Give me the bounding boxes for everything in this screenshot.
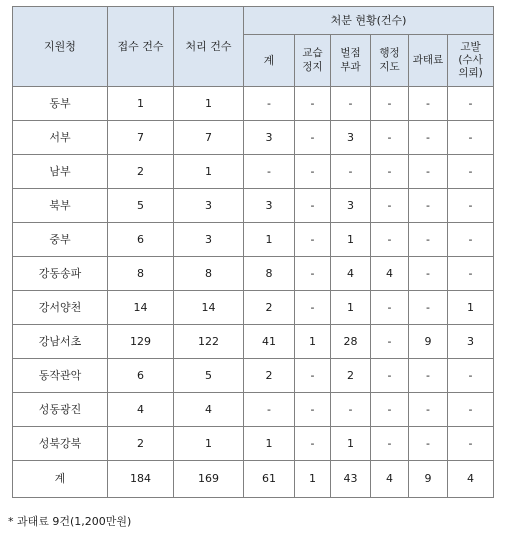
cell-complaint: - [448, 257, 494, 291]
cell-complaint: - [448, 223, 494, 257]
cell-office: 남부 [13, 155, 108, 189]
table-row [13, 427, 494, 461]
cell-suspension: 1 [295, 325, 331, 359]
cell-complaint: 4 [448, 461, 494, 498]
cell-received: 1 [108, 87, 174, 121]
cell-admin-guidance: - [371, 121, 409, 155]
table-row [13, 257, 494, 291]
cell-office: 강동송파 [13, 257, 108, 291]
cell-suspension: - [295, 189, 331, 223]
cell-suspension: - [295, 257, 331, 291]
cell-office: 강서양천 [13, 291, 108, 325]
cell-total: 3 [244, 121, 295, 155]
cell-processed: 169 [174, 461, 244, 498]
cell-received: 184 [108, 461, 174, 498]
header-suspension: 교습 정지 [295, 35, 331, 87]
cell-processed: 14 [174, 291, 244, 325]
cell-office: 동부 [13, 87, 108, 121]
cell-office: 서부 [13, 121, 108, 155]
cell-penalty-points: - [331, 393, 371, 427]
cell-processed: 7 [174, 121, 244, 155]
cell-processed: 1 [174, 87, 244, 121]
cell-total: 3 [244, 189, 295, 223]
cell-fine: - [409, 189, 448, 223]
cell-admin-guidance: - [371, 393, 409, 427]
header-penalty-points: 벌점 부과 [331, 35, 371, 87]
cell-received: 2 [108, 155, 174, 189]
table-row [13, 223, 494, 257]
cell-penalty-points: 28 [331, 325, 371, 359]
cell-complaint: 1 [448, 291, 494, 325]
footnote: * 과태료 9건(1,200만원) [8, 515, 132, 528]
cell-admin-guidance: - [371, 223, 409, 257]
cell-office: 성동광진 [13, 393, 108, 427]
cell-office: 성북강북 [13, 427, 108, 461]
cell-suspension: - [295, 121, 331, 155]
cell-penalty-points: 3 [331, 121, 371, 155]
table-row [13, 359, 494, 393]
cell-office: 중부 [13, 223, 108, 257]
cell-processed: 4 [174, 393, 244, 427]
cell-total: - [244, 87, 295, 121]
cell-fine: 9 [409, 325, 448, 359]
cell-admin-guidance: - [371, 291, 409, 325]
cell-admin-guidance: - [371, 359, 409, 393]
cell-total: 61 [244, 461, 295, 498]
cell-admin-guidance: - [371, 325, 409, 359]
header-total: 계 [244, 35, 295, 87]
cell-admin-guidance: - [371, 87, 409, 121]
cell-office: 계 [13, 461, 108, 498]
cell-received: 6 [108, 223, 174, 257]
cell-suspension: - [295, 87, 331, 121]
cell-admin-guidance: - [371, 155, 409, 189]
cell-admin-guidance: 4 [371, 257, 409, 291]
header-fine: 과태료 [409, 35, 448, 87]
cell-received: 5 [108, 189, 174, 223]
cell-suspension: - [295, 393, 331, 427]
cell-total: 2 [244, 291, 295, 325]
cell-penalty-points: - [331, 155, 371, 189]
cell-fine: - [409, 257, 448, 291]
cell-processed: 3 [174, 189, 244, 223]
header-disposition-group: 처분 현황(건수) [244, 7, 494, 35]
cell-fine: - [409, 155, 448, 189]
disposition-status-table [12, 6, 494, 498]
cell-complaint: - [448, 393, 494, 427]
table-row [13, 393, 494, 427]
cell-fine: - [409, 291, 448, 325]
header-office: 지원청 [13, 7, 108, 87]
cell-complaint: - [448, 87, 494, 121]
table-row [13, 155, 494, 189]
cell-fine: 9 [409, 461, 448, 498]
cell-penalty-points: - [331, 87, 371, 121]
cell-total: 41 [244, 325, 295, 359]
table-row [13, 325, 494, 359]
table-row [13, 291, 494, 325]
cell-penalty-points: 1 [331, 223, 371, 257]
header-admin-guidance: 행정 지도 [371, 35, 409, 87]
cell-fine: - [409, 87, 448, 121]
cell-penalty-points: 3 [331, 189, 371, 223]
cell-suspension: - [295, 427, 331, 461]
cell-office: 동작관악 [13, 359, 108, 393]
cell-processed: 3 [174, 223, 244, 257]
cell-complaint: 3 [448, 325, 494, 359]
cell-penalty-points: 4 [331, 257, 371, 291]
cell-admin-guidance: 4 [371, 461, 409, 498]
cell-complaint: - [448, 121, 494, 155]
cell-processed: 5 [174, 359, 244, 393]
cell-complaint: - [448, 189, 494, 223]
cell-processed: 8 [174, 257, 244, 291]
cell-penalty-points: 1 [331, 291, 371, 325]
cell-received: 2 [108, 427, 174, 461]
cell-office: 북부 [13, 189, 108, 223]
cell-penalty-points: 43 [331, 461, 371, 498]
cell-office: 강남서초 [13, 325, 108, 359]
cell-processed: 1 [174, 427, 244, 461]
cell-received: 6 [108, 359, 174, 393]
cell-received: 129 [108, 325, 174, 359]
table-row [13, 121, 494, 155]
header-received: 접수 건수 [108, 7, 174, 87]
cell-suspension: - [295, 291, 331, 325]
cell-total: 2 [244, 359, 295, 393]
cell-admin-guidance: - [371, 189, 409, 223]
cell-total: 8 [244, 257, 295, 291]
header-row-top [13, 7, 494, 35]
cell-total: - [244, 393, 295, 427]
table-row [13, 189, 494, 223]
cell-fine: - [409, 121, 448, 155]
cell-total: 1 [244, 427, 295, 461]
cell-complaint: - [448, 155, 494, 189]
cell-fine: - [409, 427, 448, 461]
cell-fine: - [409, 393, 448, 427]
total-row [13, 461, 494, 498]
cell-complaint: - [448, 359, 494, 393]
header-processed: 처리 건수 [174, 7, 244, 87]
cell-total: - [244, 155, 295, 189]
cell-suspension: - [295, 155, 331, 189]
cell-processed: 122 [174, 325, 244, 359]
cell-fine: - [409, 359, 448, 393]
header-complaint: 고발 (수사 의뢰) [448, 35, 494, 87]
cell-complaint: - [448, 427, 494, 461]
cell-total: 1 [244, 223, 295, 257]
cell-fine: - [409, 223, 448, 257]
cell-suspension: - [295, 359, 331, 393]
cell-suspension: 1 [295, 461, 331, 498]
cell-processed: 1 [174, 155, 244, 189]
cell-received: 8 [108, 257, 174, 291]
cell-penalty-points: 1 [331, 427, 371, 461]
cell-received: 4 [108, 393, 174, 427]
table-row [13, 87, 494, 121]
cell-penalty-points: 2 [331, 359, 371, 393]
cell-suspension: - [295, 223, 331, 257]
cell-admin-guidance: - [371, 427, 409, 461]
cell-received: 14 [108, 291, 174, 325]
cell-received: 7 [108, 121, 174, 155]
